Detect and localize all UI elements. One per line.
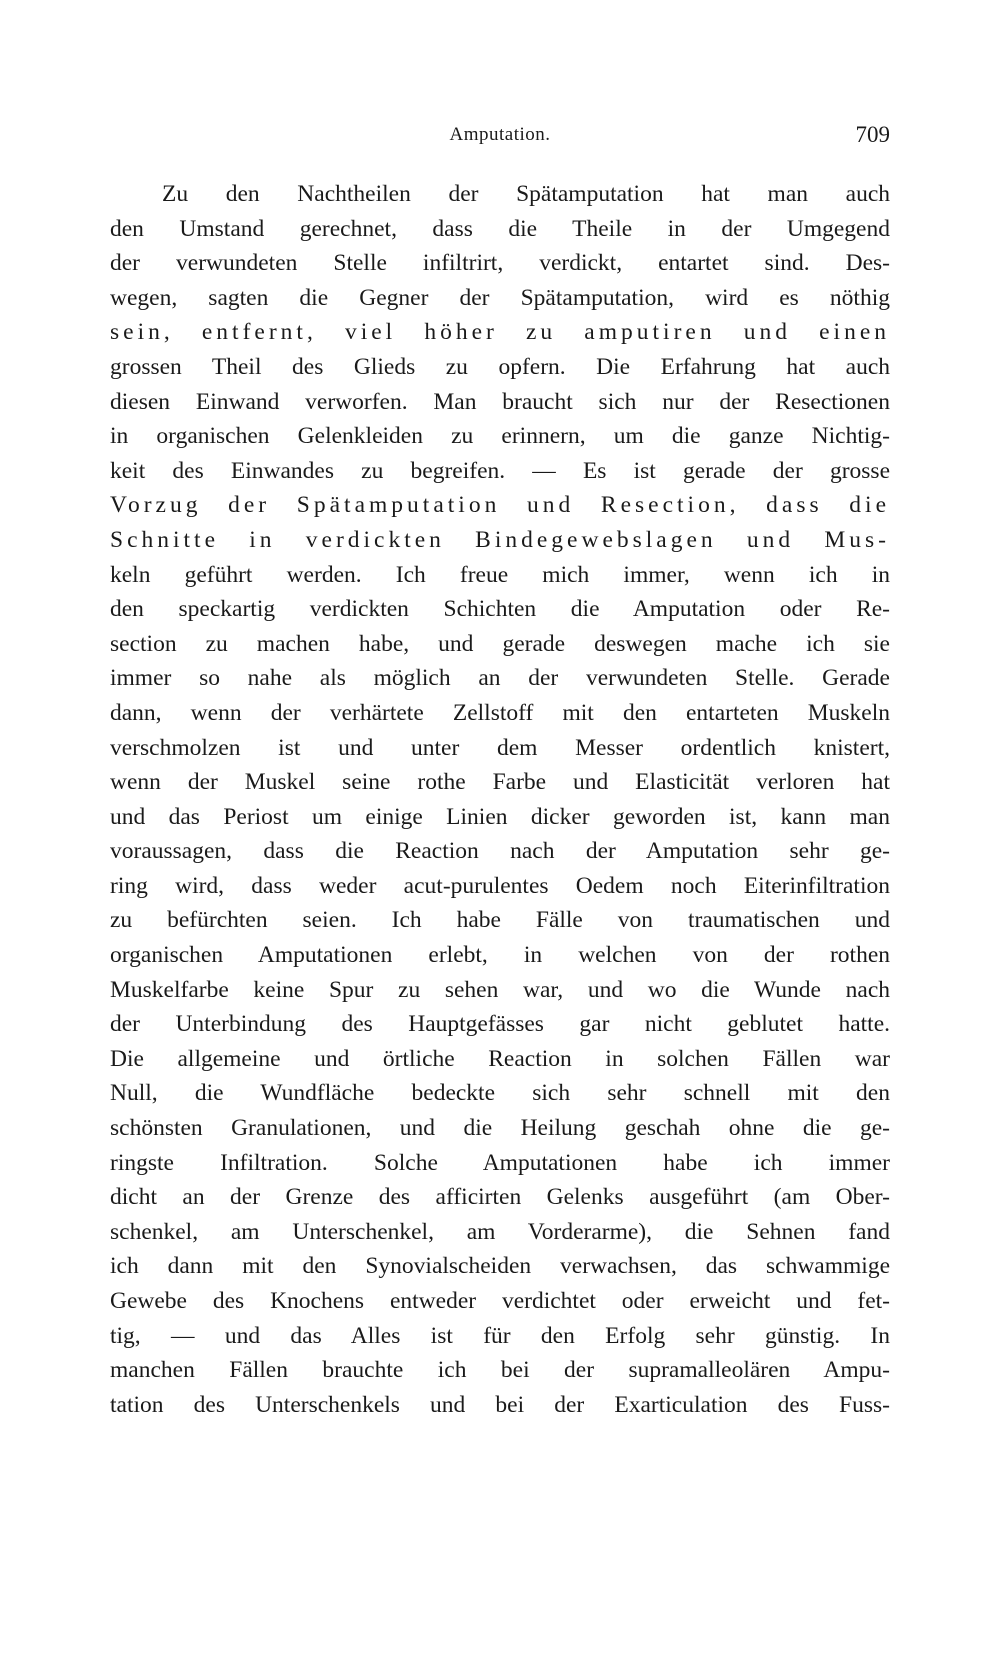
text-line: wenn der Muskel seine rothe Farbe und Elasticität verloren hat [110, 769, 890, 796]
text-line: schenkel, am Unterschenkel, am Vorderarme), die Sehnen fand [110, 1218, 890, 1245]
text-line: Null, die Wundfläche bedeckte sich sehr schnell mit den [110, 1080, 890, 1107]
text-line: dann, wenn der verhärtete Zellstoff mit den entarteten Muskeln [110, 699, 890, 726]
page-number: 709 [855, 122, 890, 147]
text-line: den speckartig verdickten Schichten die Amputation oder Re- [110, 596, 890, 623]
text-line: organischen Amputationen erlebt, in welchen von der rothen [110, 942, 890, 969]
text-line: keit des Einwandes zu begreifen. — Es ist gerade der grosse [110, 457, 890, 484]
text-line: immer so nahe als möglich an der verwundeten Stelle. Gerade [110, 665, 890, 692]
text-line: wegen, sagten die Gegner der Spätamputation, wird es nöthig [110, 284, 890, 311]
text-line: verschmolzen ist und unter dem Messer ordentlich knistert, [110, 734, 890, 761]
text-line: voraussagen, dass die Reaction nach der Amputation sehr ge- [110, 838, 890, 865]
body-paragraph [110, 177, 890, 1422]
text-line: Schnitte in verdickten Bindegewebslagen und Mus- [110, 526, 890, 553]
text-line: schönsten Granulationen, und die Heilung geschah ohne die ge- [110, 1115, 890, 1142]
text-line: Die allgemeine und örtliche Reaction in solchen Fällen war [110, 1045, 890, 1072]
text-line: tation des Unterschenkels und bei der Exarticulation des Fuss- [110, 1391, 890, 1418]
text-line: keln geführt werden. Ich freue mich immer, wenn ich in [110, 561, 890, 588]
text-line: tig, — und das Alles ist für den Erfolg sehr günstig. In [110, 1322, 890, 1349]
text-line: dicht an der Grenze des afficirten Gelenks ausgeführt (am Ober- [110, 1184, 890, 1211]
text-line: Gewebe des Knochens entweder verdichtet oder erweicht und fet- [110, 1288, 890, 1314]
text-line: section zu machen habe, und gerade deswegen mache ich sie [110, 630, 890, 657]
text-line: manchen Fällen brauchte ich bei der supramalleolären Ampu- [110, 1357, 890, 1384]
text-line: in organischen Gelenkleiden zu erinnern, um die ganze Nichtig- [110, 423, 890, 450]
text-line: und das Periost um einige Linien dicker geworden ist, kann man [110, 803, 890, 830]
text-line: Zu den Nachtheilen der Spätamputation hat man auch [162, 181, 890, 207]
text-line: ich dann mit den Synovialscheiden verwachsen, das schwammige [110, 1253, 890, 1280]
running-title: Amputation. [449, 124, 551, 145]
text-line: der Unterbindung des Hauptgefässes gar nicht geblutet hatte. [110, 1011, 890, 1038]
text-line: den Umstand gerechnet, dass die Theile in der Umgegend [110, 215, 890, 242]
text-line: diesen Einwand verworfen. Man braucht sich nur der Resectionen [110, 388, 890, 415]
text-line: sein, entfernt, viel höher zu amputiren und einen [110, 319, 890, 346]
page-header [110, 122, 890, 152]
text-line: grossen Theil des Glieds zu opfern. Die Erfahrung hat auch [110, 353, 890, 380]
text-line: der verwundeten Stelle infiltrirt, verdickt, entartet sind. Des- [110, 250, 890, 277]
text-line: ringste Infiltration. Solche Amputationen habe ich immer [110, 1149, 890, 1176]
text-line: Muskelfarbe keine Spur zu sehen war, und wo die Wunde nach [110, 976, 890, 1003]
text-line: zu befürchten seien. Ich habe Fälle von traumatischen und [110, 907, 890, 934]
text-line: ring wird, dass weder acut-purulentes Oedem noch Eiterinfiltration [110, 872, 890, 899]
text-line: Vorzug der Spätamputation und Resection, dass die [110, 492, 890, 519]
